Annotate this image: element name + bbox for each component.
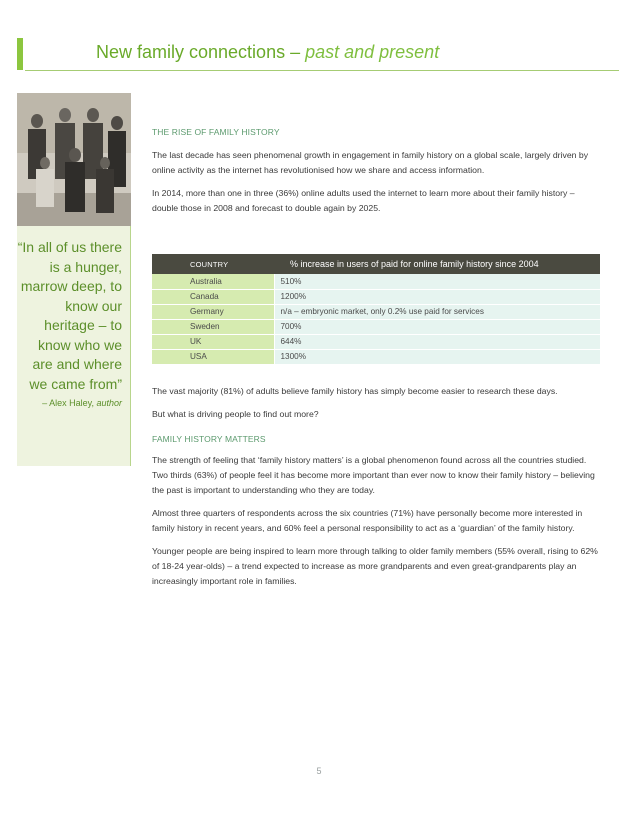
country-cell: Sweden bbox=[152, 319, 274, 334]
page-title-subtitle: past and present bbox=[305, 42, 440, 62]
increase-cell: 700% bbox=[274, 319, 600, 334]
main-content bbox=[152, 126, 602, 216]
country-cell: Australia bbox=[152, 274, 274, 289]
paragraph: Younger people are being inspired to learn more through talking to older family members (55% overall, rising to 62% of 18-24 year-olds) – a trend expected to increase as more grandparents and even great-grandparents play an increasingly important role in families. bbox=[152, 546, 598, 586]
table-header-row bbox=[152, 254, 600, 274]
table-row bbox=[152, 304, 600, 319]
quote-attribution bbox=[17, 398, 122, 408]
increase-cell: 1200% bbox=[274, 289, 600, 304]
growth-by-country-table bbox=[152, 254, 600, 365]
paragraph: But what is driving people to find out more? bbox=[152, 409, 319, 419]
table-row bbox=[152, 274, 600, 289]
paragraph: In 2014, more than one in three (36%) online adults used the internet to learn more about their family history – double those in 2008 and forecast to double again by 2025. bbox=[152, 188, 575, 213]
section-heading-rise: THE RISE OF FAMILY HISTORY bbox=[152, 127, 280, 137]
section-heading-matters: FAMILY HISTORY MATTERS bbox=[152, 434, 266, 444]
paragraph: The strength of feeling that ‘family history matters’ is a global phenomenon found across all the countries studied. Two thirds (63%) of people feel it has become more important than ever now to know their family history – believing the past is important to understanding who they are today. bbox=[152, 455, 595, 495]
family-photo bbox=[17, 93, 131, 226]
pull-quote: “In all of us there is a hunger, marrow deep, to know our heritage – to know who we are and where we came from” bbox=[17, 239, 122, 392]
table-row bbox=[152, 349, 600, 364]
increase-cell: 644% bbox=[274, 334, 600, 349]
country-cell: Germany bbox=[152, 304, 274, 319]
increase-cell: 510% bbox=[274, 274, 600, 289]
increase-cell: n/a – embryonic market, only 0.2% use paid for services bbox=[274, 304, 600, 319]
quote-author-role: author bbox=[96, 398, 122, 408]
page-title-main: New family connections – bbox=[96, 42, 306, 62]
country-cell: UK bbox=[152, 334, 274, 349]
quote-author: – Alex Haley, bbox=[42, 398, 97, 408]
increase-cell: 1300% bbox=[274, 349, 600, 364]
country-cell: Canada bbox=[152, 289, 274, 304]
title-accent-bar bbox=[17, 38, 23, 70]
title-divider bbox=[25, 70, 619, 71]
table-row bbox=[152, 319, 600, 334]
paragraph: Almost three quarters of respondents across the six countries (71%) have personally become more interested in family history in recent years, and 60% feel a personal responsibility to act as a ‘guardian’ of the family history. bbox=[152, 508, 583, 533]
column-header-country: COUNTRY bbox=[152, 254, 274, 274]
table-row bbox=[152, 334, 600, 349]
country-cell: USA bbox=[152, 349, 274, 364]
quote-sidebar bbox=[17, 226, 131, 466]
paragraph: The last decade has seen phenomenal growth in engagement in family history on a global scale, largely driven by online activity as the internet has revolutionised how we share and access information. bbox=[152, 150, 589, 175]
column-header-increase: % increase in users of paid for online family history since 2004 bbox=[274, 254, 600, 274]
paragraph: The vast majority (81%) of adults believe family history has simply become easier to research these days. bbox=[152, 386, 558, 396]
main-content-continued bbox=[152, 384, 602, 589]
page-number: 5 bbox=[316, 766, 322, 776]
page-title bbox=[96, 42, 439, 63]
table-row bbox=[152, 289, 600, 304]
